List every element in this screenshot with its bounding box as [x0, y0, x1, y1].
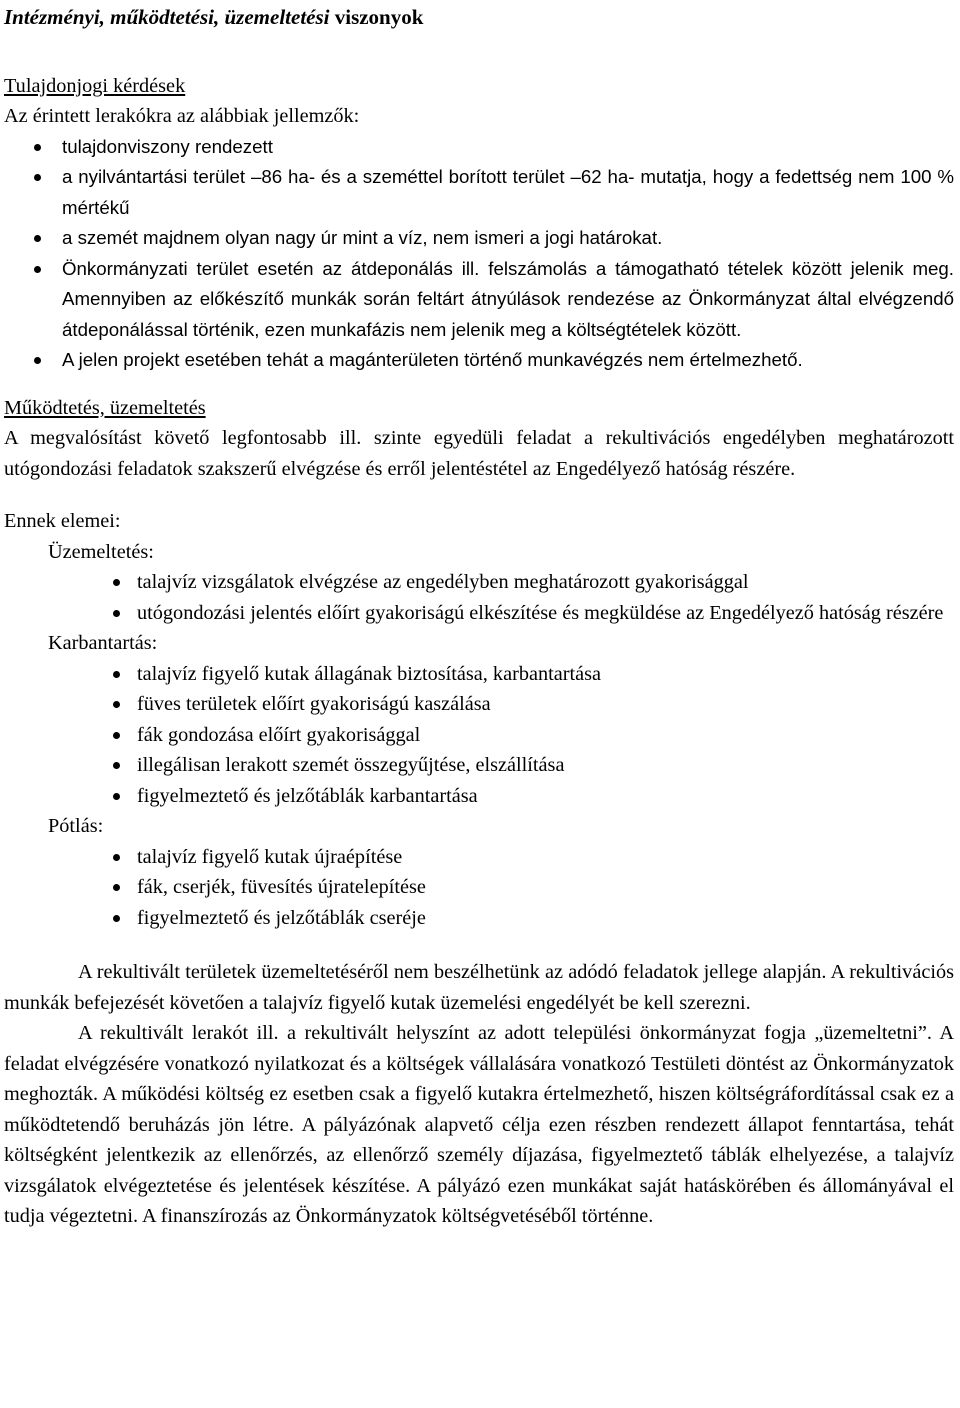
- page-title: [4, 2, 954, 33]
- list-item: [4, 720, 954, 751]
- section-intro: Az érintett lerakókra az alábbiak jellemzők:: [4, 105, 360, 127]
- list-item: [4, 689, 954, 720]
- list-item-text: tulajdonviszony rendezett: [62, 135, 273, 157]
- closing-paragraph-1: A rekultivált területek üzemeltetéséről nem beszélhetünk az adódó feladatok jellege alapján. A rekultivációs munkák befejezését követően a talajvíz figyelő kutak üzemelési engedélyét be kell szerezni.: [4, 961, 954, 1014]
- bullet-icon: [113, 671, 120, 678]
- bullet-icon: [113, 579, 120, 586]
- list-item-text: figyelmeztető és jelzőtáblák karbantartása: [137, 784, 478, 807]
- list-item: [4, 567, 954, 598]
- list-item: [4, 903, 954, 934]
- group-label-operation: Üzemeltetés:: [48, 540, 154, 563]
- list-item: [4, 162, 954, 223]
- replacement-items-list: [4, 842, 954, 934]
- list-item: [4, 872, 954, 903]
- bullet-icon: [113, 793, 120, 800]
- group-label-maintenance: Karbantartás:: [48, 632, 158, 654]
- list-item: [4, 750, 954, 781]
- bullet-icon: [34, 174, 41, 181]
- list-item-text: talajvíz figyelő kutak állagának biztosítása, karbantartása: [137, 662, 602, 685]
- list-item: [4, 781, 954, 812]
- bullet-icon: [113, 701, 120, 708]
- list-item: [4, 842, 954, 873]
- list-item-text: figyelmeztető és jelzőtáblák cseréje: [137, 906, 426, 929]
- bullet-icon: [113, 854, 120, 861]
- ownership-bullet-list: [4, 132, 954, 376]
- bullet-icon: [113, 762, 120, 769]
- list-item-text: talajvíz figyelő kutak újraépítése: [137, 845, 403, 868]
- list-item: [4, 659, 954, 690]
- group-label-replacement: Pótlás:: [48, 815, 104, 837]
- maintenance-items-list: [4, 659, 954, 812]
- list-item: [4, 132, 954, 163]
- list-item: [4, 223, 954, 254]
- section-heading-ownership: Tulajdonjogi kérdések: [4, 74, 186, 97]
- bullet-icon: [113, 915, 120, 922]
- list-item-text: illegálisan lerakott szemét összegyűjtése, elszállítása: [137, 754, 565, 776]
- list-item-text: fák gondozása előírt gyakorisággal: [137, 723, 421, 746]
- list-item-text: fák, cserjék, füvesítés újratelepítése: [137, 876, 426, 898]
- bullet-icon: [113, 884, 120, 891]
- list-item: [4, 345, 954, 376]
- bullet-icon: [113, 610, 120, 617]
- bullet-icon: [34, 144, 41, 151]
- title-italic-part: Intézményi, működtetési, üzemeltetési: [4, 5, 330, 29]
- closing-paragraph-2: A rekultivált lerakót ill. a rekultivált helyszínt az adott települési önkormányzat fogja „üzemeltetni”. A feladat elvégzésére vonatkozó nyilatkozat és a költségek vállalására vonatkozó Testületi döntést az Önkormányzatok meghozták. A működési költség ez esetben csak a figyelő kutakra értelmezhető, hiszen költségráfordítással csak ez a működtetendő beruházás jön létre. A pályázónak alapvető célja ezen részben rendezett állapot fenntartása, tehát költségként jelentkezik az ellenőrzés, az ellenőrző személy díjazása, figyelmeztető táblák elhelyezése, a talajvíz vizsgálatok elvégeztetése és jelentések készítése. A pályázó ezen munkákat saját hatáskörében és állományával el tudja végeztetni. A finanszírozás az Önkormányzatok költségvetéséből történne.: [4, 1022, 954, 1227]
- bullet-icon: [113, 732, 120, 739]
- list-item-text: utógondozási jelentés előírt gyakoriságú elkészítése és megküldése az Engedélyező hatóság részére: [137, 601, 944, 624]
- list-item-text: talajvíz vizsgálatok elvégzése az engedélyben meghatározott gyakorisággal: [137, 571, 749, 593]
- bullet-icon: [34, 266, 41, 273]
- operation-items-list: [4, 567, 954, 628]
- list-item: [4, 254, 954, 346]
- bullet-icon: [34, 357, 41, 364]
- operation-paragraph: A megvalósítást követő legfontosabb ill. szinte egyedüli feladat a rekultivációs engedélyben meghatározott utógondozási feladatok szakszerű elvégzése és erről jelentéstétel az Engedélyező hatóság részére.: [4, 427, 954, 480]
- list-item: [4, 598, 954, 629]
- list-item-text: a szemét majdnem olyan nagy úr mint a víz, nem ismeri a jogi határokat.: [62, 227, 663, 248]
- list-item-text: a nyilvántartási terület –86 ha- és a szeméttel borított terület –62 ha- mutatja, hogy a fedettség nem 100 % mértékű: [62, 166, 954, 218]
- list-item-text: Önkormányzati terület esetén az átdeponálás ill. felszámolás a támogatható tételek között jelenik meg. Amennyiben az előkészítő munkák során feltárt átnyúlások rendezése az Önkormányzat által elvégzendő átdeponálással történik, ezen munkafázis nem jelenik meg a költségtételek között.: [62, 257, 954, 340]
- list-item-text: A jelen projekt esetében tehát a magánterületen történő munkavégzés nem értelmezhető.: [62, 349, 803, 370]
- title-bold-part: viszonyok: [329, 5, 424, 29]
- section-heading-operation: Működtetés, üzemeltetés: [4, 396, 206, 419]
- list-item-text: füves területek előírt gyakoriságú kaszálása: [137, 693, 491, 715]
- elements-label: Ennek elemei:: [4, 510, 121, 532]
- bullet-icon: [34, 235, 41, 242]
